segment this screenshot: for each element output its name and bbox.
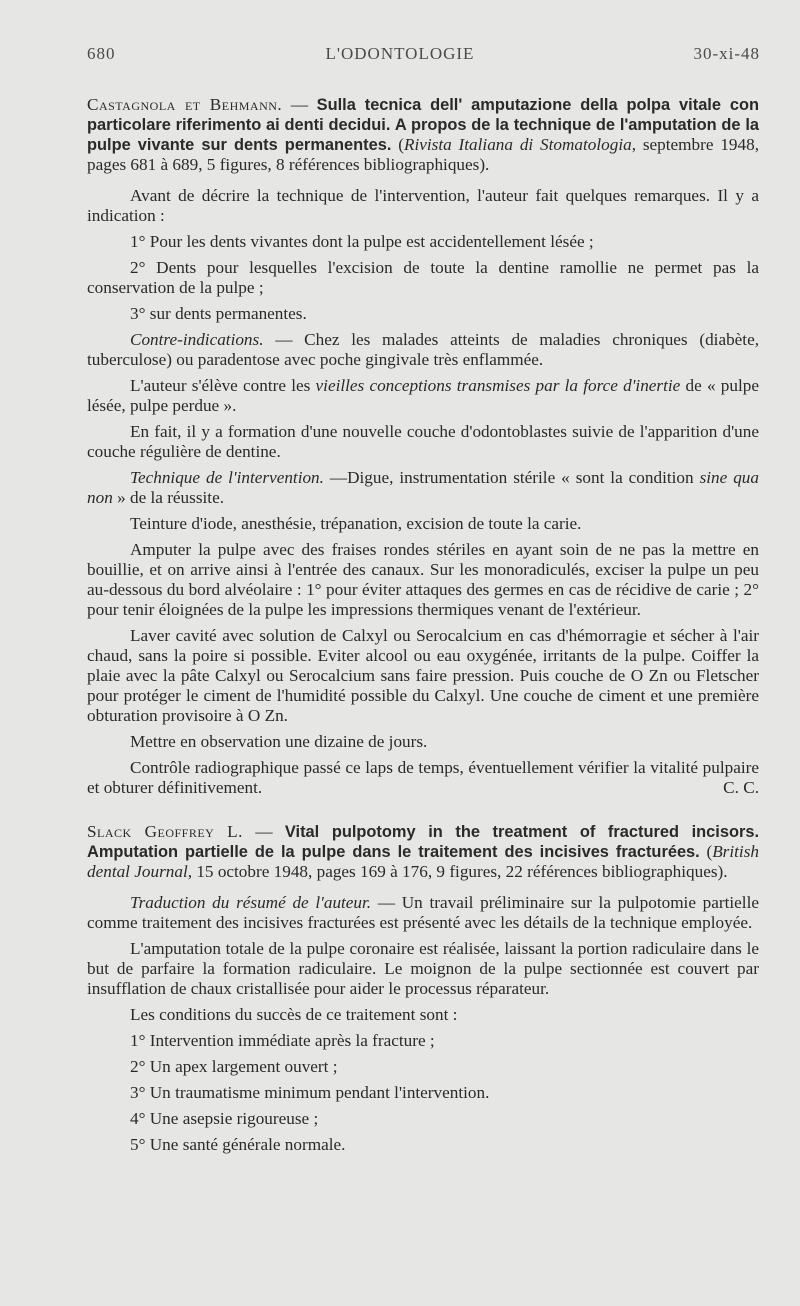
paragraph: Mettre en observation une dizaine de jours. (130, 732, 428, 751)
condition-item: 4° Une asepsie rigoureuse ; (130, 1109, 319, 1128)
article-1-authors: Castagnola et Behmann. (87, 95, 283, 114)
indication-item: 2° Dents pour lesquelles l'excision de toute la dentine ramollie ne permet pas la conservation de la pulpe ; (87, 258, 759, 297)
article-2-source-journal: British dental Journal (87, 842, 759, 881)
paragraph: L'amputation totale de la pulpe coronaire est réalisée, laissant la portion radiculaire dans le but de parfaire la formation radiculaire. Le moignon de la pulpe sectionnée est couvert par insufflation de chaux cristallisée pour aider le processus réparateur. (87, 939, 759, 998)
contraindications-paragraph: Contre-indications. — Chez les malades atteints de maladies chroniques (diabète, tuberculose) ou paradentose avec poche gingivale très enflammée. (87, 330, 759, 369)
article-2-title-english: Vital pulpotomy in the treatment of fractured incisors. (284, 823, 759, 841)
article-1-title-italian: Sulla tecnica dell' amputazione della polpa vitale con particolare riferimento ai denti decidui. (87, 96, 760, 134)
running-header: L'ODONTOLOGIE (325, 44, 475, 63)
contraindications-label: Contre-indications. (130, 330, 264, 349)
translation-paragraph: Traduction du résumé de l'auteur. — Un travail préliminaire sur la pulpotomie partielle comme traitement des incisives fracturées est présenté avec les détails de la technique employée. (87, 893, 759, 932)
condition-item: 5° Une santé générale normale. (130, 1135, 346, 1154)
article-2-title-french: Amputation partielle de la pulpe dans le traitement des incisives fracturées. (87, 843, 700, 861)
paragraph: Avant de décrire la technique de l'intervention, l'auteur fait quelques remarques. Il y a indication : (87, 186, 759, 225)
indication-item: 1° Pour les dents vivantes dont la pulpe est accidentellement lésée ; (130, 232, 594, 251)
article-1-heading: Castagnola et Behmann. — Sulla tecnica dell' amputazione della polpa vitale con particolare riferimento ai denti decidui. A propos de la technique de l'amputation de la pulpe vivante sur dents permanentes. (Rivista Italiana di Stomatologia, septembre 1948, pages 681 à 689, 5 figures, 8 références bibliographiques). (87, 95, 760, 174)
condition-item: 1° Intervention immédiate après la fracture ; (130, 1031, 435, 1050)
condition-item: 3° Un traumatisme minimum pendant l'intervention. (130, 1083, 490, 1102)
article-separator (87, 798, 759, 822)
paragraph: Teinture d'iode, anesthésie, trépanation, excision de toute la carie. (130, 514, 582, 533)
paragraph: En fait, il y a formation d'une nouvelle couche d'odontoblastes suivie de l'apparition d'une couche régulière de dentine. (87, 422, 759, 461)
article-1-source-journal: Rivista Italiana di Stomatologia (403, 135, 632, 154)
paragraph: Les conditions du succès de ce traitement sont : (130, 1005, 458, 1024)
article-2-heading: Slack Geoffrey L. — Vital pulpotomy in the treatment of fractured incisors. Amputation partielle de la pulpe dans le traitement des incisives fracturées. (British dental Journal, 15 octobre 1948, pages 169 à 176, 9 figures, 22 références bibliographiques). (87, 822, 759, 881)
condition-item: 2° Un apex largement ouvert ; (130, 1057, 338, 1076)
indication-item: 3° sur dents permanentes. (130, 304, 307, 323)
article-1-source-details: , septembre 1948, pages 681 à 689, 5 figures, 8 références bibliographiques). (87, 135, 759, 174)
paragraph: Contrôle radiographique passé ce laps de temps, éventuellement vérifier la vitalité pulpaire et obturer définitivement. C. C. (87, 758, 759, 797)
article-1-title-french: A propos de la technique de l'amputation de la pulpe vivante sur dents permanentes. (87, 116, 759, 154)
paragraph: Laver cavité avec solution de Calxyl ou Serocalcium en cas d'hémorragie et sécher à l'air chaud, sans la poire si possible. Eviter alcool ou eau oxygénée, irritants de la pulpe. Coiffer la plaie avec la pâte Calxyl ou Serocalcium sans faire pression. Puis couche de O Zn ou Fletscher pour protéger le ciment de l'humidité possible du Calxyl. Une couche de ciment et une première obturation provisoire à O Zn. (87, 626, 759, 725)
technique-label: Technique de l'intervention. (130, 468, 324, 487)
page-number: 680 (87, 44, 116, 63)
paragraph: L'auteur s'élève contre les vieilles conceptions transmises par la force d'inertie de « pulpe lésée, pulpe perdue ». (87, 376, 759, 415)
article-2-source-details: , 15 octobre 1948, pages 169 à 176, 9 figures, 22 références bibliographiques). (187, 862, 728, 881)
paragraph: Amputer la pulpe avec des fraises rondes stériles en ayant soin de ne pas la mettre en bouillie, et on arrive ainsi à l'entrée des canaux. Sur les monoradiculés, exciser la pulpe un peu au-dessous du bord alvéolaire : 1° pour éviter attaques des germes en cas de récidive de carie ; 2° pour tenir éloignées de la pulpe les impressions thermiques venant de l'extérieur. (87, 540, 759, 619)
translation-label: Traduction du résumé de l'auteur. (130, 893, 372, 912)
page-body (87, 95, 759, 1155)
reviewer-signature: C. C. (723, 778, 759, 797)
issue-date: 30-xi-48 (693, 44, 760, 63)
technique-paragraph: Technique de l'intervention. —Digue, instrumentation stérile « sont la condition sine qua non » de la réussite. (87, 468, 759, 507)
article-2-authors: Slack Geoffrey L. (87, 822, 243, 841)
